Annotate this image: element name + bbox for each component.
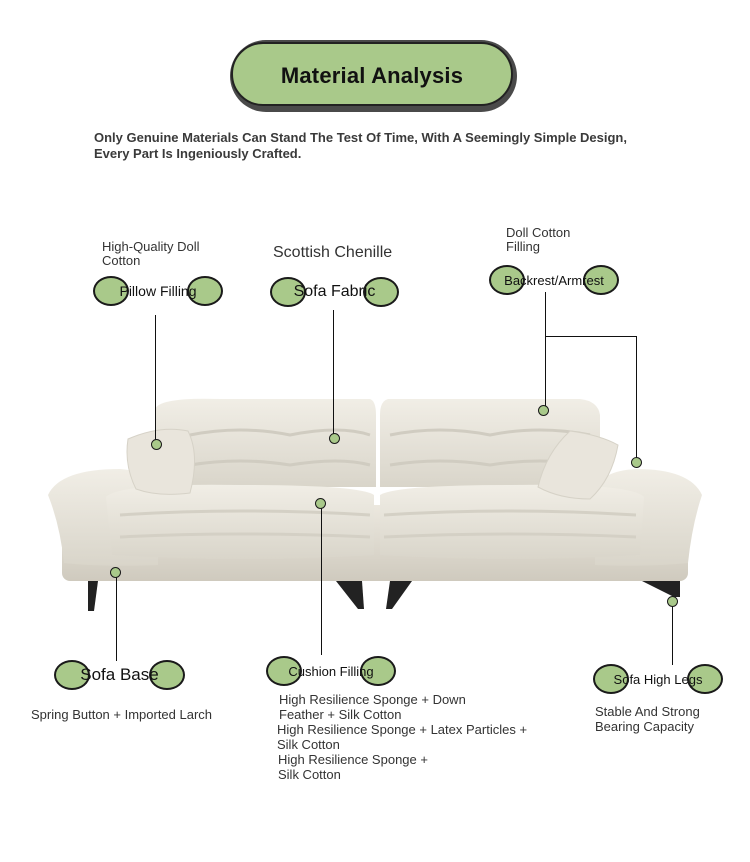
pillow-filling-tag bbox=[93, 276, 223, 306]
sofa-legs-tag bbox=[593, 664, 723, 694]
sofa-base-label: Sofa Base bbox=[80, 665, 159, 684]
sofa-base-description: Spring Button + Imported Larch bbox=[31, 707, 213, 722]
leg-front-left bbox=[88, 581, 98, 611]
backrest-tag bbox=[489, 265, 619, 295]
armrest-leader-line bbox=[636, 336, 637, 462]
intro-text bbox=[94, 130, 654, 162]
intro-line-2: Every Part Is Ingeniously Crafted. bbox=[94, 146, 302, 161]
title-pill bbox=[231, 42, 513, 106]
cushion-desc-line-3: High Resilience Sponge + Latex Particles + bbox=[277, 722, 528, 737]
cushion-desc-line-6: Silk Cotton bbox=[278, 767, 341, 782]
page-title: Material Analysis bbox=[280, 63, 464, 88]
backrest-description bbox=[506, 226, 570, 254]
pillow-filling-description bbox=[102, 240, 200, 268]
legs-marker bbox=[667, 596, 678, 607]
leg-front-mid-left bbox=[336, 581, 364, 609]
base-marker bbox=[110, 567, 121, 578]
sofa-image bbox=[40, 395, 710, 625]
pillow-filling-desc-line-2: Cotton bbox=[102, 253, 141, 268]
sofa-legs-description bbox=[595, 704, 700, 734]
pillow-filling-desc-line-1: High-Quality Doll bbox=[102, 239, 200, 254]
pillow-leader-line bbox=[155, 315, 156, 445]
cushion-desc-line-4: Silk Cotton bbox=[277, 737, 340, 752]
cushion-desc-line-1: High Resilience Sponge + Down bbox=[279, 692, 466, 707]
cushion-filling-label: Cushion Filling bbox=[288, 663, 374, 679]
pillow-marker bbox=[151, 439, 162, 450]
legs-leader-line bbox=[672, 601, 673, 665]
cushion-desc-line-5: High Resilience Sponge + bbox=[278, 752, 428, 767]
backrest-label: Backrest/Armrest bbox=[504, 272, 604, 288]
cushion-leader-line bbox=[321, 503, 322, 655]
sofa-base-tag bbox=[54, 660, 185, 690]
sofa-fabric-description: Scottish Chenille bbox=[273, 244, 393, 261]
backrest-desc-line-1: Doll Cotton bbox=[506, 225, 571, 240]
fabric-leader-line bbox=[333, 310, 334, 438]
cushion-marker bbox=[315, 498, 326, 509]
intro-line-1: Only Genuine Materials Can Stand The Test Of Time, With A Seemingly Simple Design, bbox=[94, 130, 627, 145]
cushion-filling-tag bbox=[266, 656, 396, 686]
sofa-legs-label: Sofa High Legs bbox=[613, 671, 703, 687]
pillow-filling-label: Pillow Filling bbox=[119, 283, 197, 299]
fabric-marker bbox=[329, 433, 340, 444]
backrest-branch-line bbox=[545, 336, 637, 337]
cushion-desc-line-2: Feather + Silk Cotton bbox=[279, 707, 402, 722]
sofa-legs-desc-line-1: Stable And Strong bbox=[595, 704, 700, 719]
sofa-fabric-tag bbox=[270, 277, 399, 307]
sofa-legs-desc-line-2: Bearing Capacity bbox=[595, 719, 694, 734]
leg-front-mid-right bbox=[386, 581, 412, 609]
cushion-left bbox=[106, 485, 374, 559]
leg-front-right bbox=[642, 581, 680, 597]
backrest-desc-line-2: Filling bbox=[506, 239, 540, 254]
base-leader-line bbox=[116, 573, 117, 661]
backrest-marker bbox=[538, 405, 549, 416]
cushion-right bbox=[380, 485, 644, 559]
armrest-marker bbox=[631, 457, 642, 468]
pillow-left bbox=[127, 429, 195, 494]
backrest-leader-line bbox=[545, 292, 546, 410]
sofa-fabric-label: Sofa Fabric bbox=[293, 283, 376, 300]
